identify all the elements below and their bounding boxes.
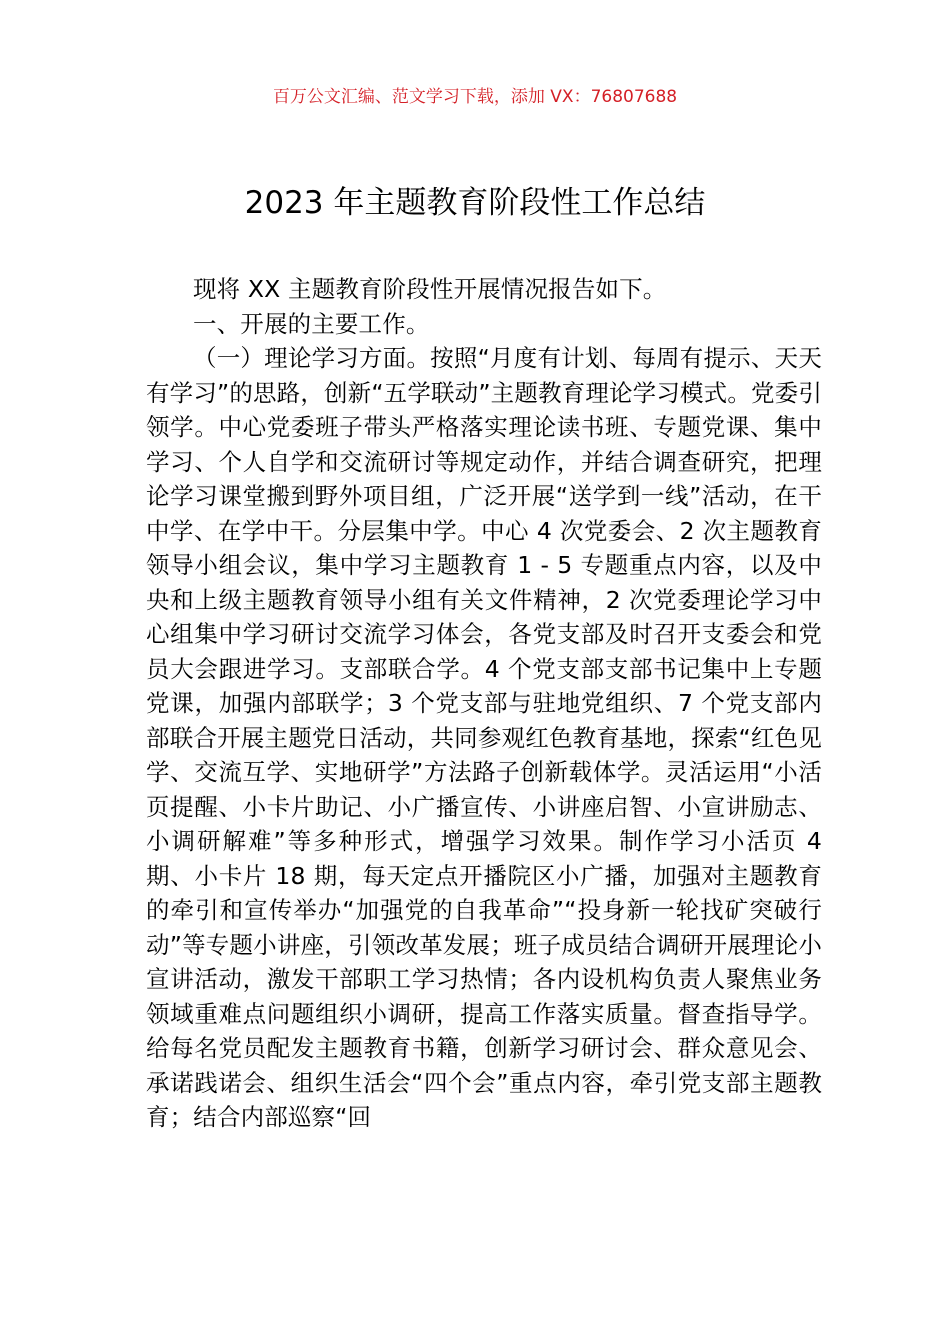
paragraph-section-heading: 一、开展的主要工作。	[193, 309, 430, 338]
document-title: 2023 年主题教育阶段性工作总结	[244, 185, 706, 221]
paragraph-theory-study: （一）理论学习方面。按照“月度有计划、每周有提示、天天有学习”的思路，创新“五学联动”主题教育理论学习模式。党委引领学。中心党委班子带头严格落实理论读书班、专题党课、集中学习、个人自学和交流研讨等规定动作，并结合调查研究，把理论学习课堂搬到野外项目组，广泛开展“送学到一线”活动，在干中学、在学中干。分层集中学。中心 4 次党委会、2 次主题教育领导小组会议，集中学习主题教育 1 - 5 专题重点内容，以及中央和上级主题教育领导小组有关文件精神，2 次党委理论学习中心组集中学习研讨交流学习体会，各党支部及时召开支委会和党员大会跟进学习。支部联合学。4 个党支部支部书记集中上专题党课，加强内部联学；3 个党支部与驻地党组织、7 个党支部内部联合开展主题党日活动，共同参观红色教育基地，探索“红色见学、交流互学、实地研学”方法路子创新载体学。灵活运用“小活页提醒、小卡片助记、小广播宣传、小讲座启智、小宣讲励志、小调研解难”等多种形式，增强学习效果。制作学习小活页 4 期、小卡片 18 期，每天定点开播院区小广播，加强对主题教育的牵引和宣传举办“加强党的自我革命”“投身新一轮找矿突破行动”等专题小讲座，引领改革发展；班子成员结合调研开展理论小宣讲活动，激发干部职工学习热情；各内设机构负责人聚焦业务领域重难点问题组织小调研，提高工作落实质量。督查指导学。给每名党员配发主题教育书籍，创新学习研讨会、群众意见会、承诺践诺会、组织生活会“四个会”重点内容，牵引党支部主题教育；结合内部巡察“回	[146, 344, 822, 1131]
document-body	[146, 272, 822, 1135]
watermark-ad-text: 百万公文汇编、范文学习下载，添加 VX：76807688	[272, 87, 678, 107]
paragraph-intro: 现将 XX 主题教育阶段性开展情况报告如下。	[193, 275, 667, 303]
